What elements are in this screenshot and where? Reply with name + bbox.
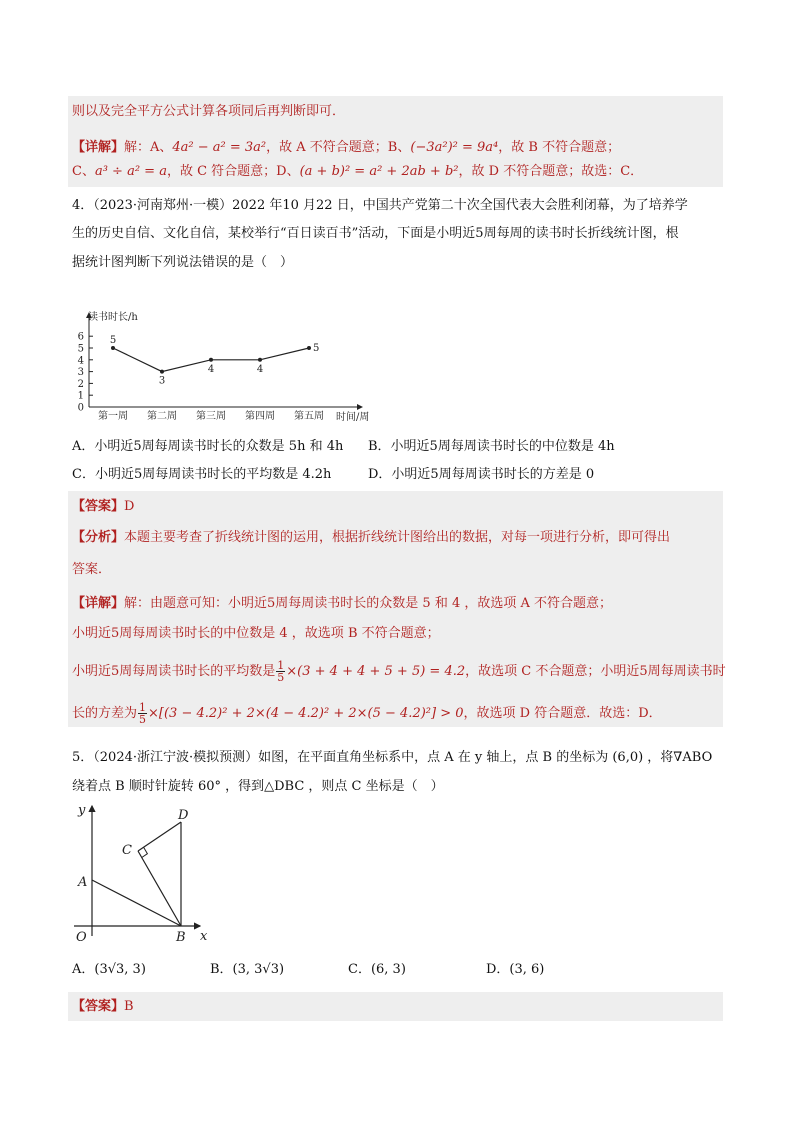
q5-option-c: C．(6, 3) bbox=[348, 962, 406, 977]
label-x: x bbox=[200, 929, 208, 944]
x-tick-label: 第一周 bbox=[98, 411, 128, 422]
q4-answer: 【答案】D bbox=[72, 499, 135, 514]
q3-detail-line1: 【详解】解：A、4a² − a² = 3a²，故 A 不符合题意；B、(−3a²)² = 9a⁴，故 B 不符合题意； bbox=[72, 140, 621, 155]
y-tick-label: 5 bbox=[77, 343, 84, 355]
q4-detail-line1: 【详解】解：由题意可知：小明近5周每周读书时长的众数是 5 和 4 ，故选项 A 不符合题意； bbox=[72, 596, 613, 611]
y-tick-label: 2 bbox=[77, 378, 84, 390]
y-tick-label: 0 bbox=[77, 402, 84, 414]
label-A: A bbox=[78, 875, 88, 890]
data-label: 3 bbox=[158, 375, 166, 387]
reading-time-line-chart bbox=[66, 283, 370, 423]
q5-option-b: B．(3, 3√3) bbox=[210, 962, 285, 977]
data-label: 5 bbox=[109, 335, 117, 346]
label-D: D bbox=[178, 808, 189, 823]
q4-stem-line3: 据统计图判断下列说法错误的是（ ） bbox=[72, 255, 294, 270]
q4-option-b: B．小明近5周每周读书时长的中位数是 4h bbox=[368, 439, 615, 454]
y-tick-label: 1 bbox=[77, 390, 84, 402]
label-C: C bbox=[122, 843, 132, 858]
q4-analysis-line1: 【分析】本题主要考查了折线统计图的运用，根据折线统计图给出的数据，对每一项进行分析，即可得出 bbox=[72, 530, 671, 545]
data-label: 5 bbox=[313, 343, 320, 354]
q4-detail-line3: 小明近5周每周读书时长的平均数是 $\frac{1}{5}$ ×(3 + 4 + 4 + 5 + 5) = 4.2，故选项 C 不合题意；小明近5周每周读书时 bbox=[72, 659, 726, 684]
y-tick-label: 6 bbox=[77, 331, 84, 343]
q4-stem-line1: 4．（2023·河南郑州·一模）2022 年10 月22 日，中国共产党第二十次全国代表大会胜利闭幕，为了培养学 bbox=[72, 198, 688, 213]
q4-analysis-line2: 答案． bbox=[72, 562, 112, 577]
data-point bbox=[258, 358, 262, 362]
x-tick-label: 第四周 bbox=[245, 411, 275, 422]
x-tick-label: 第三周 bbox=[196, 411, 226, 422]
rotation-geometry-figure bbox=[72, 800, 232, 950]
q5-stem-line2: 绕着点 B 顺时针旋转 60° ，得到△DBC ，则点 C 坐标是（ ） bbox=[72, 779, 444, 794]
label-y: y bbox=[78, 803, 86, 818]
q3-detail-line2: C、a³ ÷ a² = a，故 C 符合题意；D、(a + b)² = a² + 2ab + b²，故 D 不符合题意；故选：C． bbox=[72, 164, 644, 179]
y-axis-title: 读书时长/h bbox=[88, 312, 138, 323]
label-B: B bbox=[176, 930, 186, 945]
data-label: 4 bbox=[207, 363, 215, 375]
data-point bbox=[307, 346, 311, 350]
right-angle-mark bbox=[142, 847, 148, 857]
data-point bbox=[160, 370, 164, 374]
q5-stem-line1: 5．（2024·浙江宁波·模拟预测）如图，在平面直角坐标系中，点 A 在 y 轴上，点 B 的坐标为 (6,0) ，将∇ABO bbox=[72, 750, 713, 765]
q5-option-a: A．(3√3, 3) bbox=[72, 962, 146, 977]
data-label: 4 bbox=[256, 363, 264, 375]
q4-option-c: C．小明近5周每周读书时长的平均数是 4.2h bbox=[72, 467, 332, 482]
x-tick-label: 第二周 bbox=[147, 411, 177, 422]
data-point bbox=[111, 346, 115, 350]
fraction-one-fifth-2: $\frac{1}{5}$ bbox=[139, 701, 147, 726]
q4-detail-line4: 长的方差为 $\frac{1}{5}$ ×[(3 − 4.2)² + 2×(4 − 4.2)² + 2×(5 − 4.2)²] > 0，故选项 D 符合题意．故选：D． bbox=[72, 701, 662, 726]
x-axis-title: 时间/周 bbox=[336, 412, 370, 423]
fraction-one-fifth: $\frac{1}{5}$ bbox=[277, 659, 285, 684]
data-point bbox=[209, 358, 213, 362]
q4-detail-line2: 小明近5周每周读书时长的中位数是 4 ，故选项 B 不符合题意； bbox=[72, 626, 440, 641]
label-O: O bbox=[76, 930, 87, 945]
q4-option-a: A．小明近5周每周读书时长的众数是 5h 和 4h bbox=[72, 439, 344, 454]
y-tick-label: 3 bbox=[77, 367, 84, 379]
q3-continuation: 则以及完全平方公式计算各项同后再判断即可． bbox=[72, 104, 346, 119]
q5-answer-band bbox=[68, 992, 723, 1021]
segment-CD bbox=[138, 822, 181, 851]
q4-option-d: D．小明近5周每周读书时长的方差是 0 bbox=[368, 467, 595, 482]
q5-answer: 【答案】B bbox=[72, 999, 134, 1014]
q5-option-d: D．(3, 6) bbox=[486, 962, 545, 977]
x-tick-label: 第五周 bbox=[294, 411, 324, 422]
q4-stem-line2: 生的历史自信、文化自信，某校举行“百日读百书”活动，下面是小明近5周每周的读书时长折线统计图，根 bbox=[72, 226, 679, 241]
y-tick-label: 4 bbox=[77, 355, 84, 367]
